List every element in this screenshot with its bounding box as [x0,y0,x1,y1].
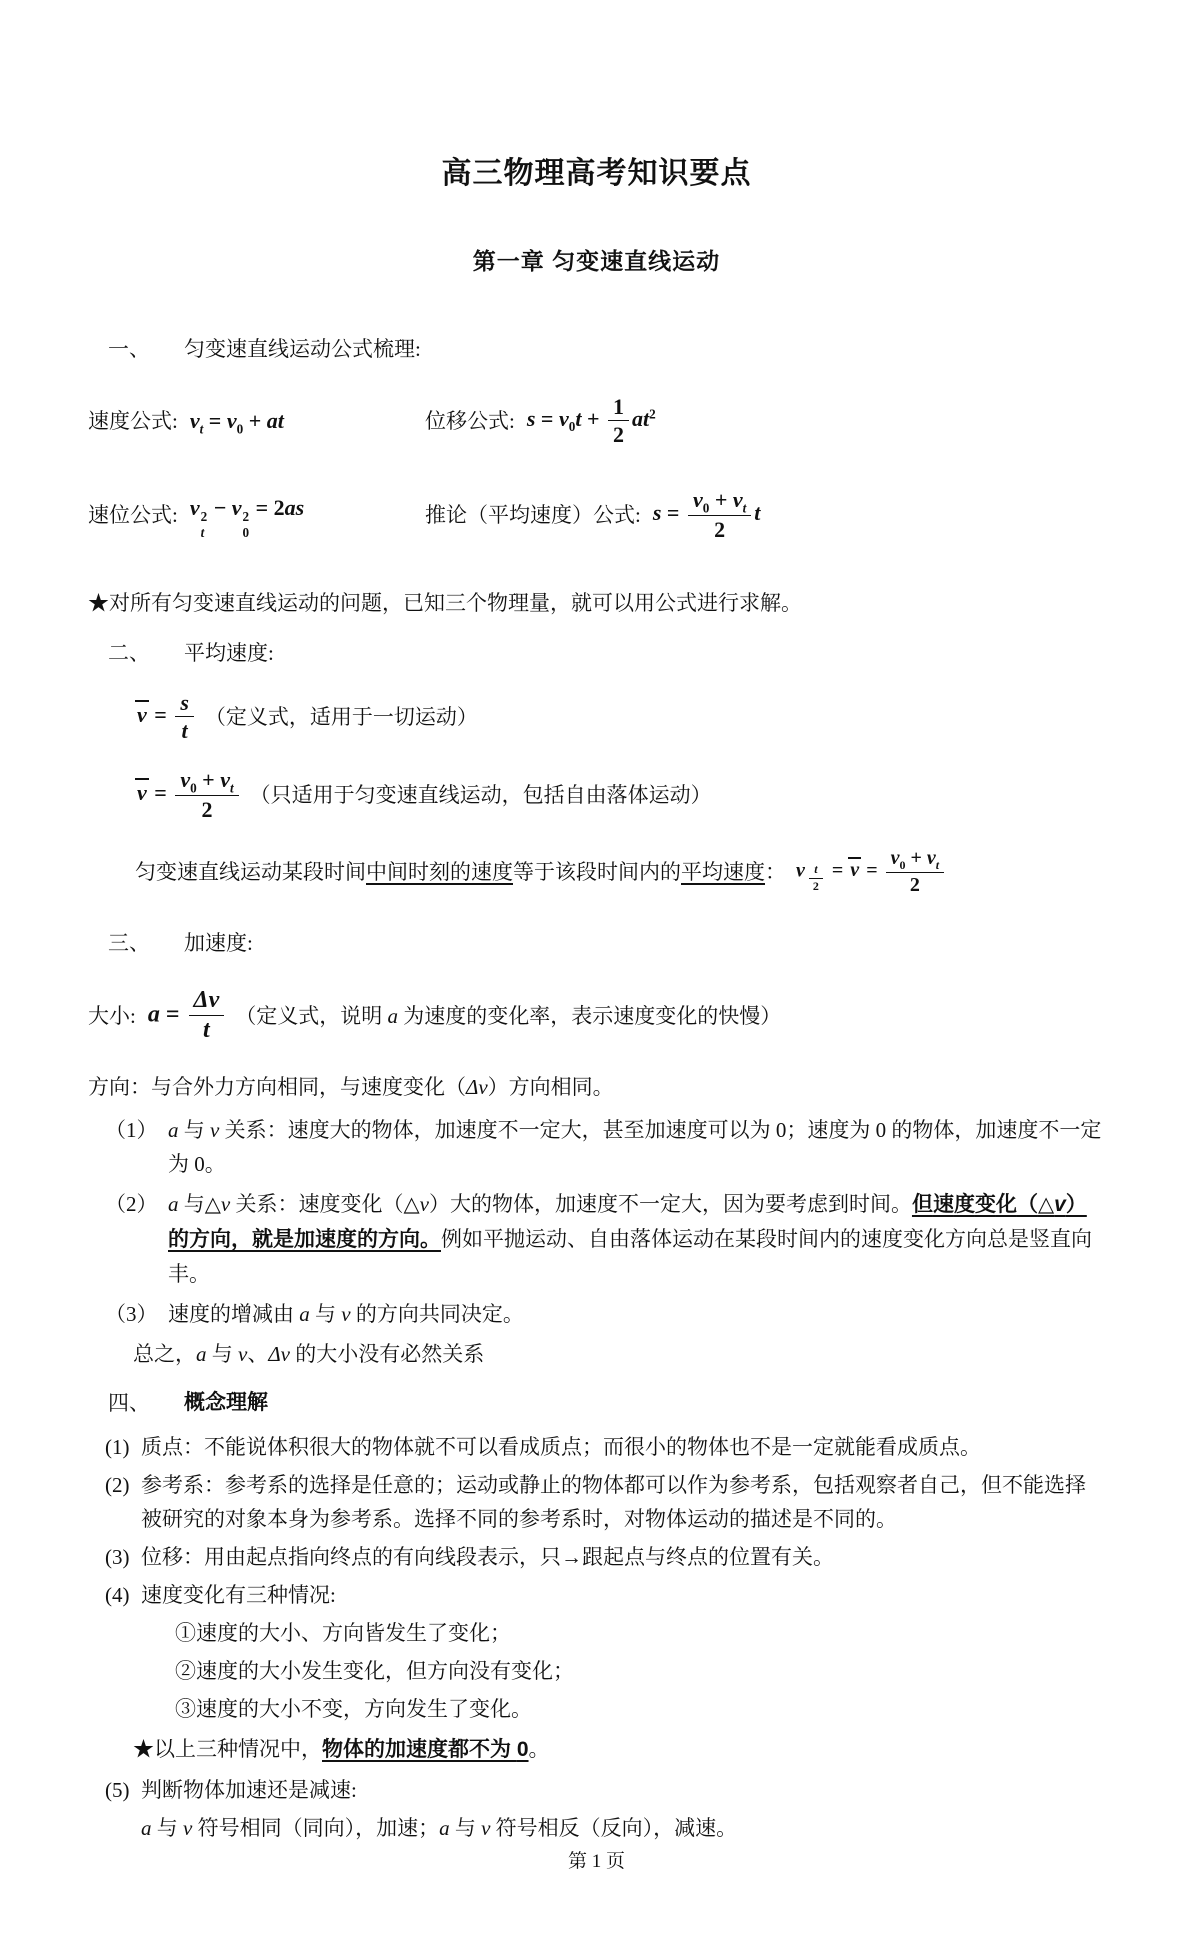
section-1-title: 匀变速直线运动公式梳理: [184,336,421,361]
concept-item-2 [88,1468,1105,1536]
section-4-number: 四、 [108,1391,150,1416]
concept-item-3-text: 位移：用由起点指向终点的有向线段表示，只→跟起点与终点的位置有关。 [141,1545,834,1570]
acceleration-item-3-text: 速度的增减由 a 与 v 的方向共同决定。 [168,1302,524,1326]
speed-change-case-3: ③速度的大小不变，方向发生了变化。 [175,1697,532,1722]
concept-item-2-text: 参考系：参考系的选择是任意的；运动或静止的物体都可以作为参考系，包括观察者自己，但不能选择被研究的对象本身为参考系。选择不同的参考系时，对物体运动的描述是不同的。 [141,1473,1086,1532]
acceleration-item-1-label: （1） [105,1117,158,1142]
acceleration-item-2-label: （2） [105,1191,158,1216]
concept-item-4 [88,1578,1105,1612]
velocity-formula: $v_t = v_0$ + at [189,408,284,437]
section-3-title: 加速度: [184,930,253,955]
section-2-number: 二、 [108,640,150,665]
velocity-formula-cell [88,403,425,439]
concept-item-4-text: 速度变化有三种情况: [141,1583,336,1608]
section-4-heading [108,1386,1105,1420]
concept-item-2-label: (2) [105,1473,130,1498]
concept-item-3 [88,1540,1105,1574]
acceleration-not-zero-note: ★以上三种情况中，物体的加速度都不为 0。 [133,1737,550,1762]
concept-item-5 [88,1773,1105,1807]
speed-up-slow-down-rule: a 与 v 符号相同（同向），加速；a 与 v 符号相反（反向），减速。 [141,1816,738,1841]
acceleration-item-1-text: a 与 v 关系：速度大的物体，加速度不一定大，甚至加速度可以为 0；速度为 0 的物体，加速度不一定为 0。 [168,1117,1102,1176]
acceleration-item-3 [88,1297,1105,1331]
velocity-squared-formula-label: 速位公式: [88,502,178,527]
acceleration-formula-comment: （定义式，说明 a 为速度的变化率，表示速度变化的快慢） [235,1003,782,1028]
average-velocity-inference-label: 推论（平均速度）公式: [425,502,641,527]
section-4-title: 概念理解 [184,1391,268,1415]
acceleration-summary: 总之，a 与 v、Δv 的大小没有必然关系 [133,1342,485,1367]
average-velocity-uniform-formula: v = $\frac{v_0 + v_t}{2}$ [135,767,242,823]
velocity-squared-formula: v 2 t − v 2 0 = 2as [189,494,305,540]
section-1-number: 一、 [108,336,150,361]
average-velocity-uniform-comment: （只适用于匀变速直线运动，包括自由落体运动） [249,782,712,807]
concept-item-4-label: (4) [105,1583,130,1608]
page-title: 高三物理高考知识要点 [441,157,752,190]
section-2-heading [108,636,1105,670]
formula-row-1 [88,378,1105,464]
displacement-formula: $s = v_0t$ + $\frac{1}{2}$ $at^2$ [526,394,656,448]
mid-time-velocity-text: 匀变速直线运动某段时间中间时刻的速度等于该段时间内的平均速度： [135,859,786,884]
acceleration-item-1 [88,1113,1105,1181]
velocity-squared-formula-cell [88,490,425,540]
acceleration-magnitude-label: 大小: [88,1003,136,1028]
concept-item-1-text: 质点：不能说体积很大的物体就不可以看成质点；而很小的物体也不是一定就能看成质点。 [141,1435,981,1460]
velocity-formula-label: 速度公式: [88,408,178,433]
average-velocity-definition-line [135,680,1105,754]
concept-item-5-text: 判断物体加速还是减速: [141,1778,357,1803]
average-velocity-inference-formula: s = $\frac{v_0 + v_t}{2}$ t [652,486,761,543]
average-velocity-definition-comment: （定义式，适用于一切运动） [204,704,478,729]
acceleration-item-2 [88,1187,1105,1291]
speed-change-case-2: ②速度的大小发生变化，但方向没有变化； [175,1659,574,1684]
acceleration-direction-paragraph: 方向：与合外力方向相同，与速度变化（Δv）方向相同。 [88,1074,614,1099]
section-3-number: 三、 [108,930,150,955]
star-note: ★对所有匀变速直线运动的问题，已知三个物理量，就可以用公式进行求解。 [88,590,802,615]
concept-item-3-label: (3) [105,1545,130,1570]
section-2-title: 平均速度: [184,640,274,665]
average-velocity-inference-cell [425,487,760,543]
displacement-formula-label: 位移公式: [425,408,515,433]
formula-row-2 [88,472,1105,558]
page-footer: 第 1 页 [567,1851,625,1873]
acceleration-formula: a = $\frac{\Delta v}{t}$ [148,987,227,1045]
mid-time-velocity-line [135,840,1105,904]
section-3-heading [108,926,1105,960]
concept-item-5-label: (5) [105,1778,130,1803]
average-velocity-uniform-line [135,758,1105,832]
concept-item-1 [88,1430,1105,1464]
acceleration-item-2-text: a 与△v 关系：速度变化（△v）大的物体，加速度不一定大，因为要考虑到时间。但速度变化（△v）的方向，就是加速度的方向。例如平抛运动、自由落体运动在某段时间内的速度变化方向总是竖直向丰。 [168,1191,1092,1286]
speed-change-case-1: ①速度的大小、方向皆发生了变化； [175,1621,511,1646]
acceleration-item-3-label: （3） [105,1302,158,1326]
displacement-formula-cell [425,394,656,448]
chapter-title: 第一章 匀变速直线运动 [472,247,721,274]
mid-time-velocity-formula: v $_{\frac{t}{2}}$ = v = $\frac{v_0 + v_t}{2}$ [796,847,947,897]
section-1-heading [108,332,1105,366]
average-velocity-definition-formula: v = $\frac{s}{t}$ [135,690,197,744]
acceleration-magnitude-line [88,970,1105,1062]
concept-item-1-label: (1) [105,1435,130,1460]
